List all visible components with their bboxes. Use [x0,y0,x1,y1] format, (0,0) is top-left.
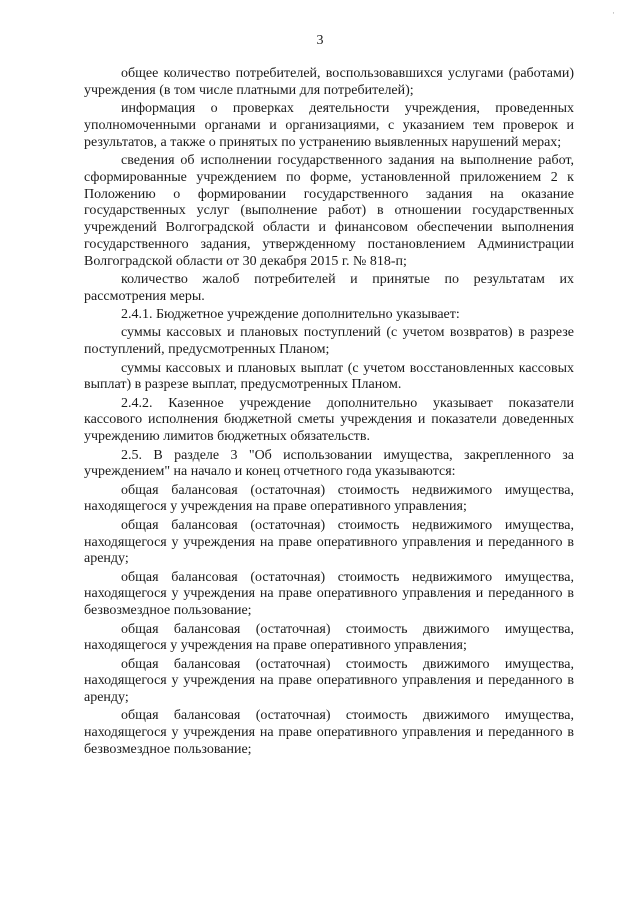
page-number: 3 [316,33,324,48]
paragraph-real-estate-lease: общая балансовая (остаточная) стоимость недвижимого имущества, находящегося у учреждения на праве оперативного управления и переданного в аренду; [84,517,574,567]
paragraph-real-estate-free-use: общая балансовая (остаточная) стоимость недвижимого имущества, находящегося у учреждения на праве оперативного управления и переданного в безвозмездное пользование; [84,569,574,619]
paragraph-movable-operational: общая балансовая (остаточная) стоимость движимого имущества, находящегося у учреждения на праве оперативного управления; [84,621,574,654]
paragraph-movable-free-use: общая балансовая (остаточная) стоимость движимого имущества, находящегося у учреждения на праве оперативного управления и переданного в безвозмездное пользование; [84,708,574,758]
paragraph-cash-receipts: суммы кассовых и плановых поступлений (с учетом возвратов) в разрезе поступлений, предусмотренных Планом; [84,325,574,358]
document-body [84,66,574,760]
paragraph-real-estate-operational: общая балансовая (остаточная) стоимость недвижимого имущества, находящегося у учреждения на праве оперативного управления; [84,482,574,515]
scan-corner-mark: · [612,8,615,18]
paragraph-cash-payments: суммы кассовых и плановых выплат (с учетом восстановленных кассовых выплат) в разрезе выплат, предусмотренных Планом. [84,360,574,393]
paragraph-section-2-4-2: 2.4.2. Казенное учреждение дополнительно указывает показатели кассового исполнения бюджетной сметы учреждения и показатели доведенных учреждению лимитов бюджетных обязательств. [84,395,574,445]
paragraph-inspections-info: информация о проверках деятельности учреждения, проведенных уполномоченными органами и организациями, с указанием тем проверок и результатов, а также о принятых по устранению выявленных нарушений мерах; [84,101,574,150]
paragraph-section-2-4-1: 2.4.1. Бюджетное учреждение дополнительно указывает: [121,307,460,323]
paragraph-section-2-5: 2.5. В разделе 3 "Об использовании имущества, закрепленного за учреждением" на начало и конец отчетного года указываются: [84,447,574,480]
paragraph-state-assignment: сведения об исполнении государственного задания на выполнение работ, сформированные учреждением по форме, установленной приложением 2 к Положению о формировании государственного задания на оказание государственных услуг (выполнение работ) в отношении государственных учреждений Волгоградской области и финансовом обеспечении выполнения государственного задания, утвержденному постановлением Администрации Волгоградской области от 30 декабря 2015 г. № 818-п; [84,152,574,269]
paragraph-consumers-count: общее количество потребителей, воспользовавшихся услугами (работами) учреждения (в том числе платными для потребителей); [84,66,574,98]
paragraph-movable-lease: общая балансовая (остаточная) стоимость движимого имущества, находящегося у учреждения на праве оперативного управления и переданного в аренду; [84,656,574,706]
paragraph-complaints: количество жалоб потребителей и принятые по результатам их рассмотрения меры. [84,272,574,304]
